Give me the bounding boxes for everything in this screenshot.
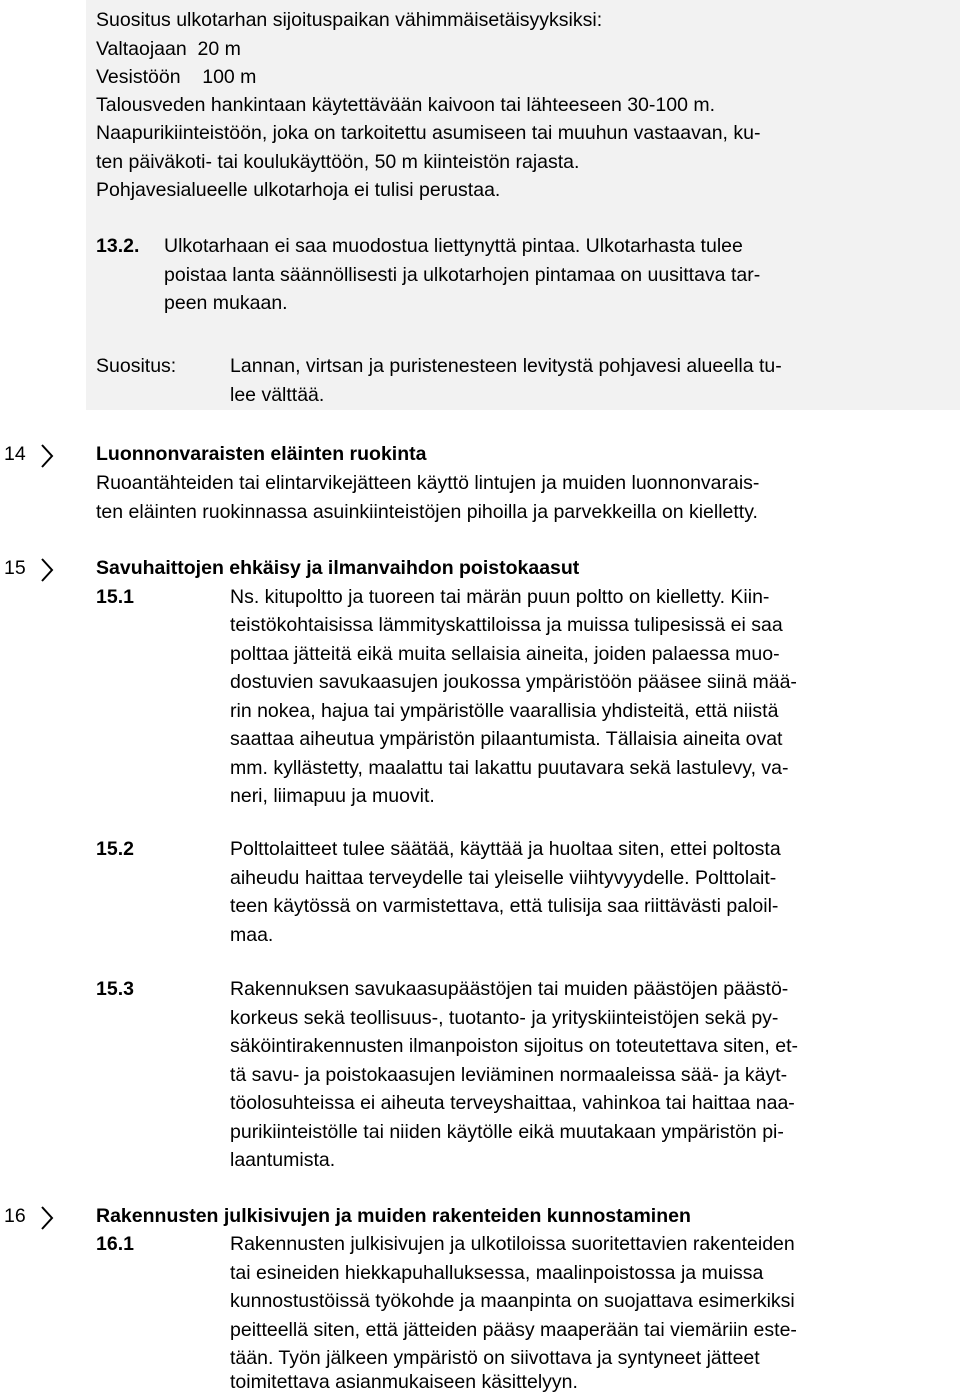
suositus-line-2: lee välttää. — [230, 384, 325, 406]
item-15-3-line-2: korkeus sekä teollisuus-, tuotanto- ja yrityskiinteistöjen sekä py- — [230, 1007, 779, 1029]
section-mark-icon — [40, 558, 58, 582]
item-16-1-number: 16.1 — [96, 1233, 134, 1255]
box-line-4: Talousveden hankintaan käytettävään kaivoon tai lähteeseen 30-100 m. — [96, 94, 716, 116]
item-13-2-line-3: peen mukaan. — [164, 292, 288, 314]
item-15-1-line-6: saattaa aiheutua ympäristön pilaantumista. Tällaisia aineita ovat — [230, 728, 783, 750]
item-16-1-line-4: peitteellä siten, että jätteiden pääsy maaperään tai viemäriin este- — [230, 1319, 797, 1341]
item-15-3-line-3: säköintirakennusten ilmanpoiston sijoitus on toteutettava siten, et- — [230, 1035, 798, 1057]
suositus-line-1: Lannan, virtsan ja puristenesteen levitystä pohjavesi alueella tu- — [230, 355, 782, 377]
item-15-1-line-8: neri, liimapuu ja muovit. — [230, 785, 435, 807]
section-16-number: 16 — [4, 1205, 26, 1227]
item-16-1-line-5: tään. Työn jälkeen ympäristö on siivottava ja syntyneet jätteet — [230, 1347, 760, 1369]
section-mark-icon — [40, 1206, 58, 1230]
section-14-line-2: ten eläinten ruokinnassa asuinkiinteistöjen pihoilla ja parvekkeilla on kielletty. — [96, 501, 758, 523]
item-13-2-number: 13.2. — [96, 235, 140, 257]
item-15-3-line-7: laantumista. — [230, 1149, 336, 1171]
box-line-1: Suositus ulkotarhan sijoituspaikan vähimmäisetäisyyksiksi: — [96, 9, 603, 31]
item-16-1-line-3: kunnostustöissä työkohde ja maanpinta on suojattava esimerkiksi — [230, 1290, 795, 1312]
item-15-1-line-7: mm. kyllästetty, maalattu tai lakattu puutavara sekä lastulevy, va- — [230, 757, 789, 779]
box-line-3: Vesistöön 100 m — [96, 66, 257, 88]
item-16-1-line-2: tai esineiden hiekkapuhalluksessa, maalinpoistossa ja muissa — [230, 1262, 764, 1284]
item-15-1-line-1: Ns. kitupoltto ja tuoreen tai märän puun poltto on kielletty. Kiin- — [230, 586, 770, 608]
section-mark-icon — [40, 444, 58, 468]
item-15-1-line-4: dostuvien savukaasujen joukossa ympäristöön pääsee siinä mää- — [230, 671, 797, 693]
box-line-5: Naapurikiinteistöön, joka on tarkoitettu asumiseen tai muuhun vastaavan, ku- — [96, 122, 761, 144]
item-13-2-line-2: poistaa lanta säännöllisesti ja ulkotarhojen pintamaa on uusittava tar- — [164, 264, 761, 286]
box-line-2: Valtaojaan 20 m — [96, 38, 241, 60]
item-15-3-line-1: Rakennuksen savukaasupäästöjen tai muiden päästöjen päästö- — [230, 978, 789, 1000]
section-15-title: Savuhaittojen ehkäisy ja ilmanvaihdon poistokaasut — [96, 557, 580, 579]
item-15-2-line-3: teen käytössä on varmistettava, että tulisija saa riittävästi paloil- — [230, 895, 779, 917]
section-14-line-1: Ruoantähteiden tai elintarvikejätteen käyttö lintujen ja muiden luonnonvarais- — [96, 472, 760, 494]
item-15-3-line-6: purikiinteistölle tai niiden käytölle eikä muutakaan ympäristön pi- — [230, 1121, 784, 1143]
item-15-3-line-4: tä savu- ja poistokaasujen leviäminen normaaleissa sää- ja käyt- — [230, 1064, 788, 1086]
item-15-1-line-2: teistökohtaisissa lämmityskattiloissa ja muissa tulipesissä ei saa — [230, 614, 783, 636]
item-15-2-line-1: Polttolaitteet tulee säätää, käyttää ja huoltaa siten, ettei poltosta — [230, 838, 781, 860]
item-15-2-line-4: maa. — [230, 924, 274, 946]
box-line-7: Pohjavesialueelle ulkotarhoja ei tulisi perustaa. — [96, 179, 501, 201]
section-14-number: 14 — [4, 443, 26, 465]
item-15-1-number: 15.1 — [96, 586, 134, 608]
item-15-1-line-5: rin nokea, hajua tai ympäristölle vaarallisia yhdisteitä, että niistä — [230, 700, 779, 722]
section-16-title: Rakennusten julkisivujen ja muiden rakenteiden kunnostaminen — [96, 1205, 691, 1227]
item-15-3-line-5: töolosuhteissa ei aiheuta terveyshaittaa, vahinkoa tai haittaa naa- — [230, 1092, 795, 1114]
item-15-1-line-3: polttaa jätteitä eikä muita sellaisia aineita, joiden palaessa muo- — [230, 643, 780, 665]
item-16-1-line-6: toimitettava asianmukaiseen käsittelyyn. — [230, 1371, 578, 1393]
item-15-3-number: 15.3 — [96, 978, 134, 1000]
section-15-number: 15 — [4, 557, 26, 579]
item-15-2-number: 15.2 — [96, 838, 134, 860]
section-14-title: Luonnonvaraisten eläinten ruokinta — [96, 443, 427, 465]
item-15-2-line-2: aiheudu haittaa terveydelle tai yleiselle viihtyvyydelle. Polttolait- — [230, 867, 777, 889]
item-13-2-line-1: Ulkotarhaan ei saa muodostua liettynyttä pintaa. Ulkotarhasta tulee — [164, 235, 743, 257]
box-line-6: ten päiväkoti- tai koulukäyttöön, 50 m kiinteistön rajasta. — [96, 151, 580, 173]
suositus-label: Suositus: — [96, 355, 177, 377]
item-16-1-line-1: Rakennusten julkisivujen ja ulkotiloissa suoritettavien rakenteiden — [230, 1233, 795, 1255]
